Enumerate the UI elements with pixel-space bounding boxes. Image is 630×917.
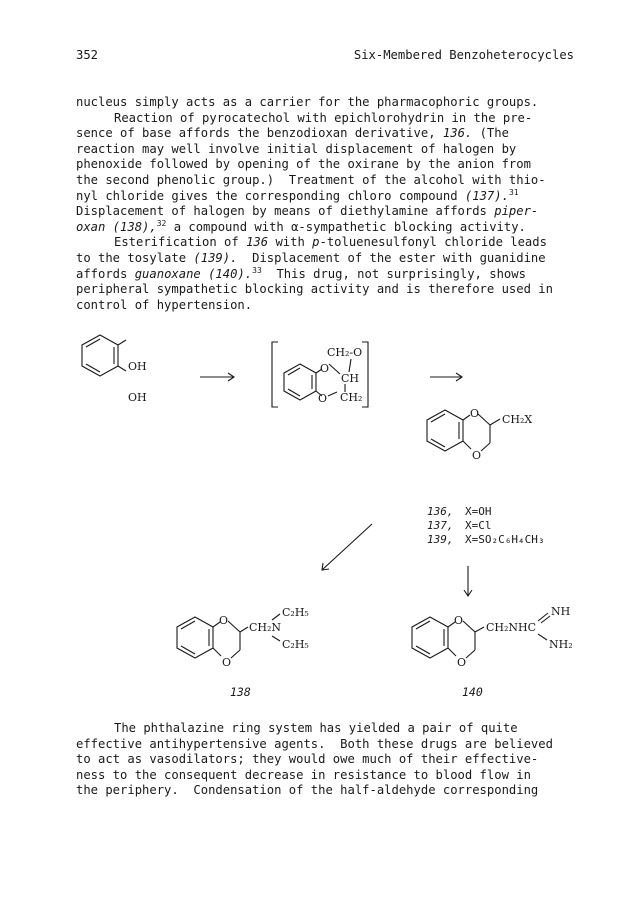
legend-number: 136,: [427, 505, 454, 518]
piperoxan-structure: [177, 606, 309, 699]
benzodioxan-structure: [427, 407, 532, 462]
legend-number: 137,: [427, 519, 454, 532]
legend-value: X=SO₂C₆H₄CH₃: [465, 533, 545, 546]
text-line: ness to the consequent decrease in resistance to blood flow in: [76, 767, 531, 782]
text-line: affords guanoxane (140).$^{33}$ This drug, not surprisingly, shows: [76, 265, 526, 281]
substituent-label: CH₂N: [249, 621, 282, 634]
page-number: 352: [76, 48, 99, 62]
intermediate-atom: CH₂-O: [327, 346, 363, 359]
text-line: sence of base affords the benzodioxan derivative, 136. (The: [76, 126, 509, 141]
intermediate-structure: [272, 342, 368, 407]
paragraph-phthalazine: [76, 721, 576, 799]
legend-value: X=Cl: [465, 519, 492, 532]
text-line: The phthalazine ring system has yielded a pair of quite: [114, 721, 518, 735]
compound-ref: (137).: [464, 188, 509, 203]
text-line: to act as vasodilators; they would owe much of their effective-: [76, 752, 539, 767]
text-line: peripheral sympathetic blocking activity and is therefore used in: [76, 282, 553, 297]
footnote-ref: 32: [156, 218, 167, 228]
reaction-arrow: [322, 524, 372, 570]
ring-oxygen: O: [470, 407, 480, 420]
text-line: effective antihypertensive agents. Both these drugs are believed: [76, 736, 553, 751]
text-line: Esterification of 136 with p-toluenesulfonyl chloride leads: [114, 235, 547, 250]
bracket-right: [362, 342, 368, 407]
reaction-arrow: [430, 373, 462, 381]
hydroxyl-label: OH: [128, 360, 147, 373]
ring-oxygen: O: [472, 449, 482, 462]
intermediate-atom: CH: [341, 372, 360, 385]
ring-oxygen: O: [457, 656, 467, 669]
text-line: reaction may well involve initial displacement of halogen by: [76, 141, 517, 156]
footnote-ref: 33: [252, 265, 262, 275]
compound-ref: 136.: [442, 126, 473, 141]
intermediate-atom: O: [318, 392, 328, 405]
compound-number-140: 140: [462, 685, 483, 699]
imine-label: NH: [551, 605, 571, 618]
text-line: to the tosylate (139). Displacement of the ester with guanidine: [76, 250, 546, 265]
bracket-left: [272, 342, 278, 407]
reaction-arrow: [464, 566, 472, 596]
reaction-arrow: [200, 373, 234, 381]
legend-value: X=OH: [465, 505, 492, 518]
intermediate-atom: CH₂: [340, 391, 363, 404]
substituent-label: CH₂X: [502, 413, 533, 426]
ethyl-label: C₂H₅: [282, 606, 309, 619]
pyrocatechol-structure: [82, 335, 147, 404]
text-line: the periphery. Condensation of the half-aldehyde corresponding: [76, 783, 539, 798]
text-line: the second phenolic group.) Treatment of the alcohol with thio-: [76, 172, 546, 187]
text-line: nucleus simply acts as a carrier for the pharmacophoric groups.: [76, 95, 539, 109]
text-line: nyl chloride gives the corresponding chloro compound (137).$^{31}$: [76, 187, 519, 203]
substituent-label: CH₂NHC: [486, 621, 537, 634]
footnote-ref: 31: [508, 187, 519, 197]
running-head: Six-Membered Benzoheterocycles: [353, 48, 574, 62]
legend-number: 139,: [427, 533, 454, 546]
ring-oxygen: O: [219, 614, 229, 627]
text-line: Reaction of pyrocatechol with epichlorohydrin in the pre-: [114, 110, 533, 125]
text-line: control of hypertension.: [76, 297, 253, 312]
ring-oxygen: O: [222, 656, 232, 669]
text-line: oxan (138),$^{32}$ a compound with α-sympathetic blocking activity.: [76, 218, 526, 234]
guanoxane-structure: [412, 605, 573, 699]
ring-oxygen: O: [454, 614, 464, 627]
compound-number-138: 138: [230, 685, 251, 699]
hydroxyl-label: OH: [128, 391, 147, 404]
text-line: Displacement of halogen by means of diethylamine affords piper-: [76, 204, 539, 219]
compound-legend: [427, 505, 544, 546]
reaction-scheme: [0, 330, 630, 710]
amine-label: NH₂: [549, 638, 573, 651]
intermediate-atom: O: [320, 362, 330, 375]
text-line: phenoxide followed by opening of the oxirane by the anion from: [76, 157, 531, 172]
ethyl-label: C₂H₅: [282, 638, 309, 651]
paragraph-benzodioxan-synthesis: [76, 95, 576, 313]
